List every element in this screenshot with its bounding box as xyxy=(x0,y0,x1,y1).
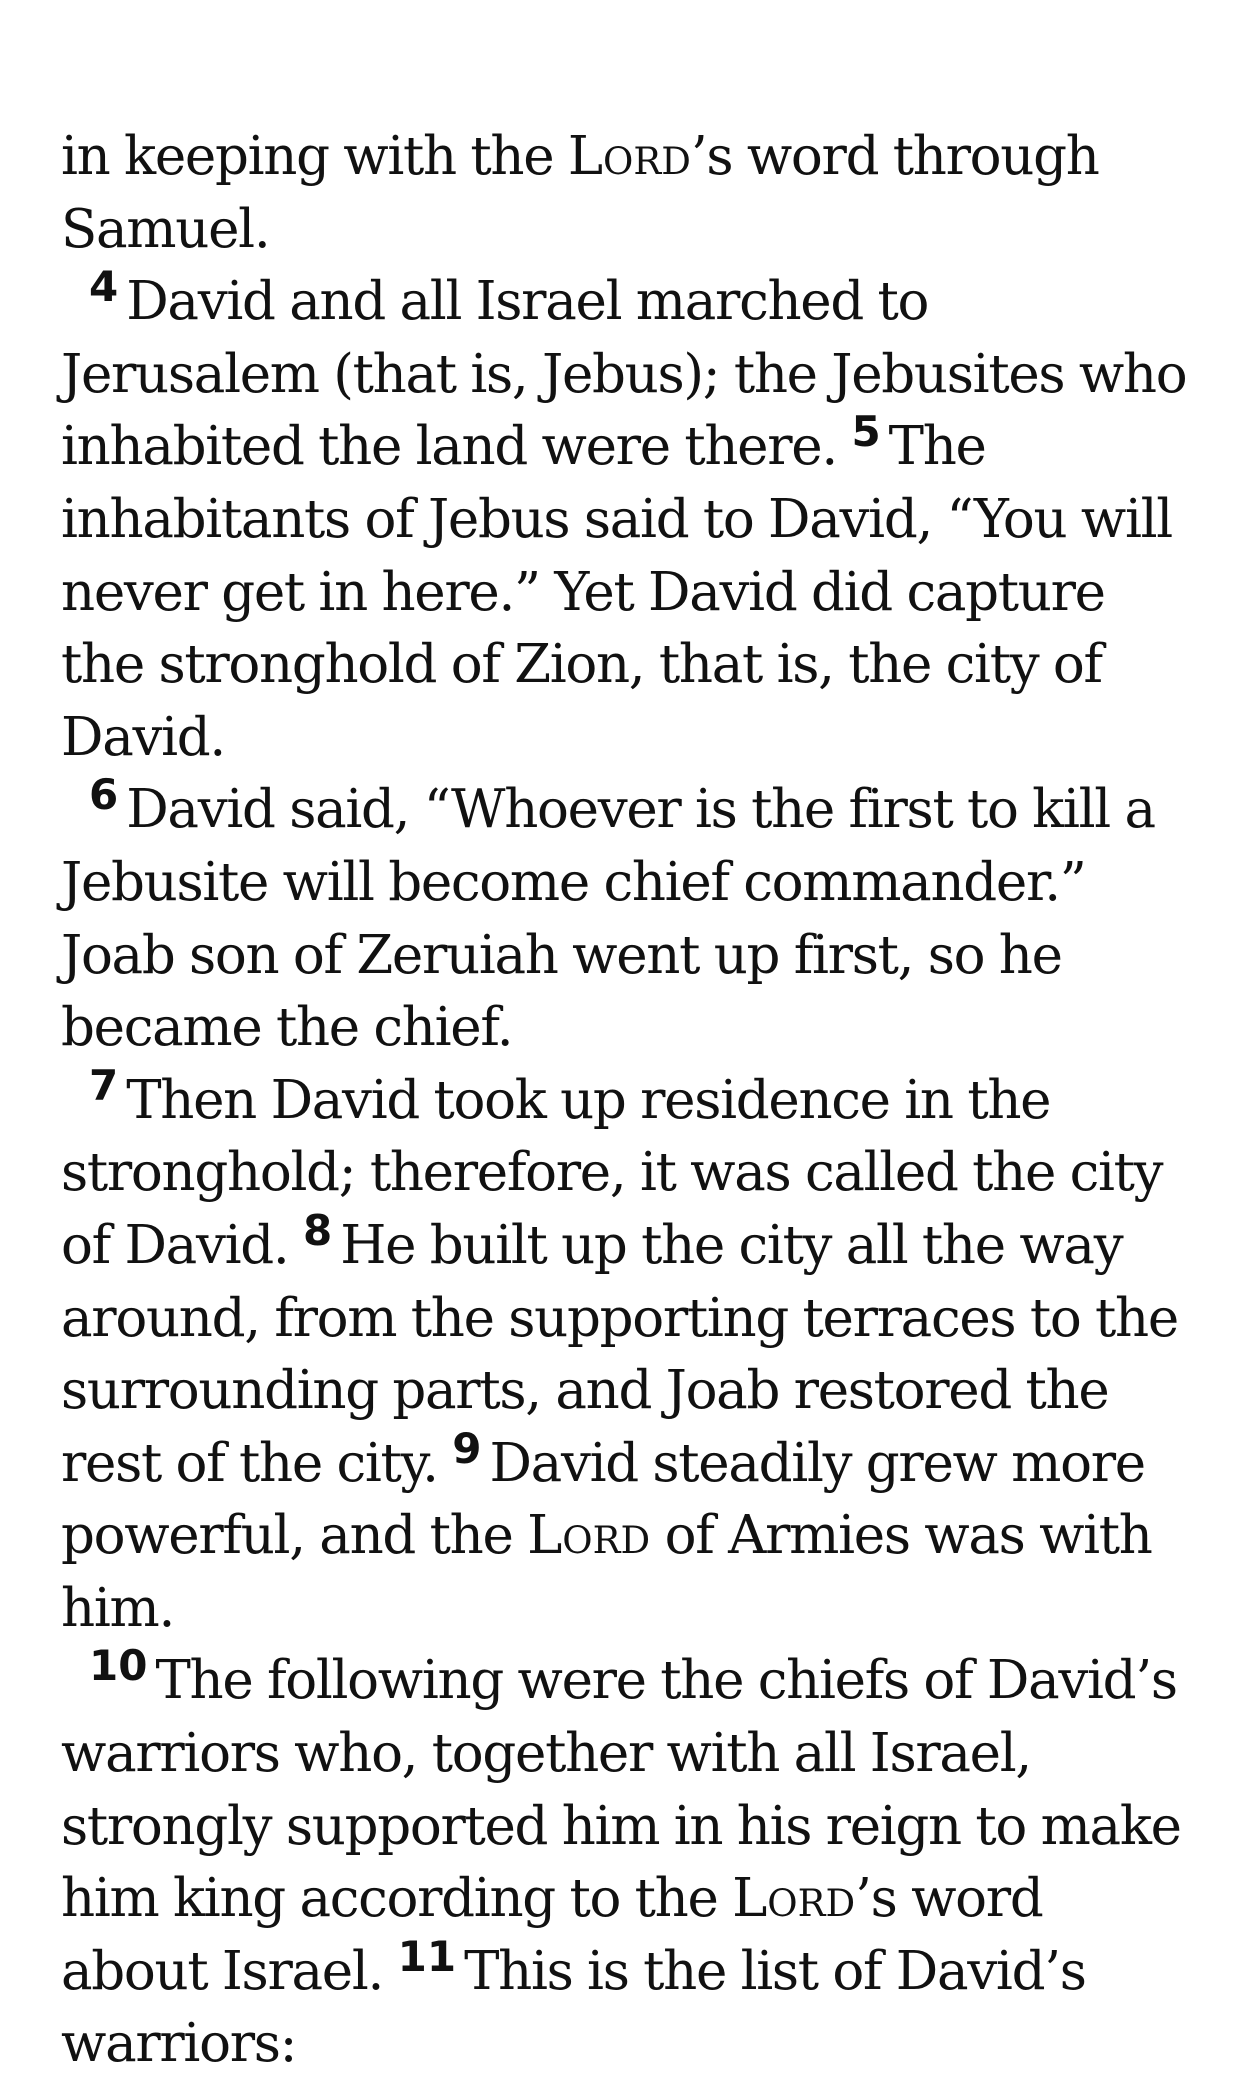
paragraph-continuation xyxy=(61,121,1191,266)
verse-number-10[interactable]: 10 xyxy=(89,1641,148,1691)
verse-text-10a: The following were the chiefs of David’s warriors who, together with all Israel, strongly supported him in his reign to make him king according to the xyxy=(61,1650,1181,1930)
verse-text-6: David said, “Whoever is the first to kill a Jebusite will become chief commander.” Joab son of Zeruiah went up first, so he became the chief. xyxy=(61,779,1155,1059)
verse-text-10b: ’s word about Israel. xyxy=(61,1868,1043,2002)
verse-text-9b: of Armies was with him. xyxy=(61,1505,1152,1639)
verse-number-11[interactable]: 11 xyxy=(397,1931,457,1981)
paragraph-verses-7-9 xyxy=(61,1060,1191,1646)
verse-number-6[interactable]: 6 xyxy=(89,770,119,820)
verse-number-9[interactable]: 9 xyxy=(452,1423,482,1473)
passage-text: in keeping with the xyxy=(61,126,568,187)
verse-text-8: He built up the city all the way around, from the supporting terraces to the surrounding parts, and Joab restored the rest of the city. xyxy=(61,1214,1178,1494)
divine-name-small-caps: Lord xyxy=(527,1505,651,1567)
verse-text-9a: David steadily grew more powerful, and the xyxy=(61,1432,1145,1567)
divine-name-small-caps: Lord xyxy=(567,126,691,187)
verse-text-11: This is the list of David’s warriors: xyxy=(61,1940,1086,2075)
verse-number-5[interactable]: 5 xyxy=(851,407,881,457)
divine-name-small-caps: Lord xyxy=(732,1868,856,1930)
verse-text-7: Then David took up residence in the stronghold; therefore, it was called the city of David. xyxy=(61,1069,1163,1276)
verse-text-5: The inhabitants of Jebus said to David, “You will never get in here.” Yet David did capture the stronghold of Zion, that is, the city of David. xyxy=(61,416,1172,768)
scripture-reader xyxy=(61,121,1191,2081)
passage-text: ’s word through Samuel. xyxy=(61,126,1099,260)
paragraph-verses-10-11 xyxy=(61,1641,1191,2081)
paragraph-verses-4-5 xyxy=(61,262,1191,774)
verse-number-7[interactable]: 7 xyxy=(89,1060,119,1110)
verse-number-4[interactable]: 4 xyxy=(89,262,119,312)
verse-number-8[interactable]: 8 xyxy=(303,1205,333,1255)
paragraph-verse-6 xyxy=(61,770,1191,1064)
verse-text-4: David and all Israel marched to Jerusalem (that is, Jebus); the Jebusites who inhabited the land were there. xyxy=(61,271,1187,478)
